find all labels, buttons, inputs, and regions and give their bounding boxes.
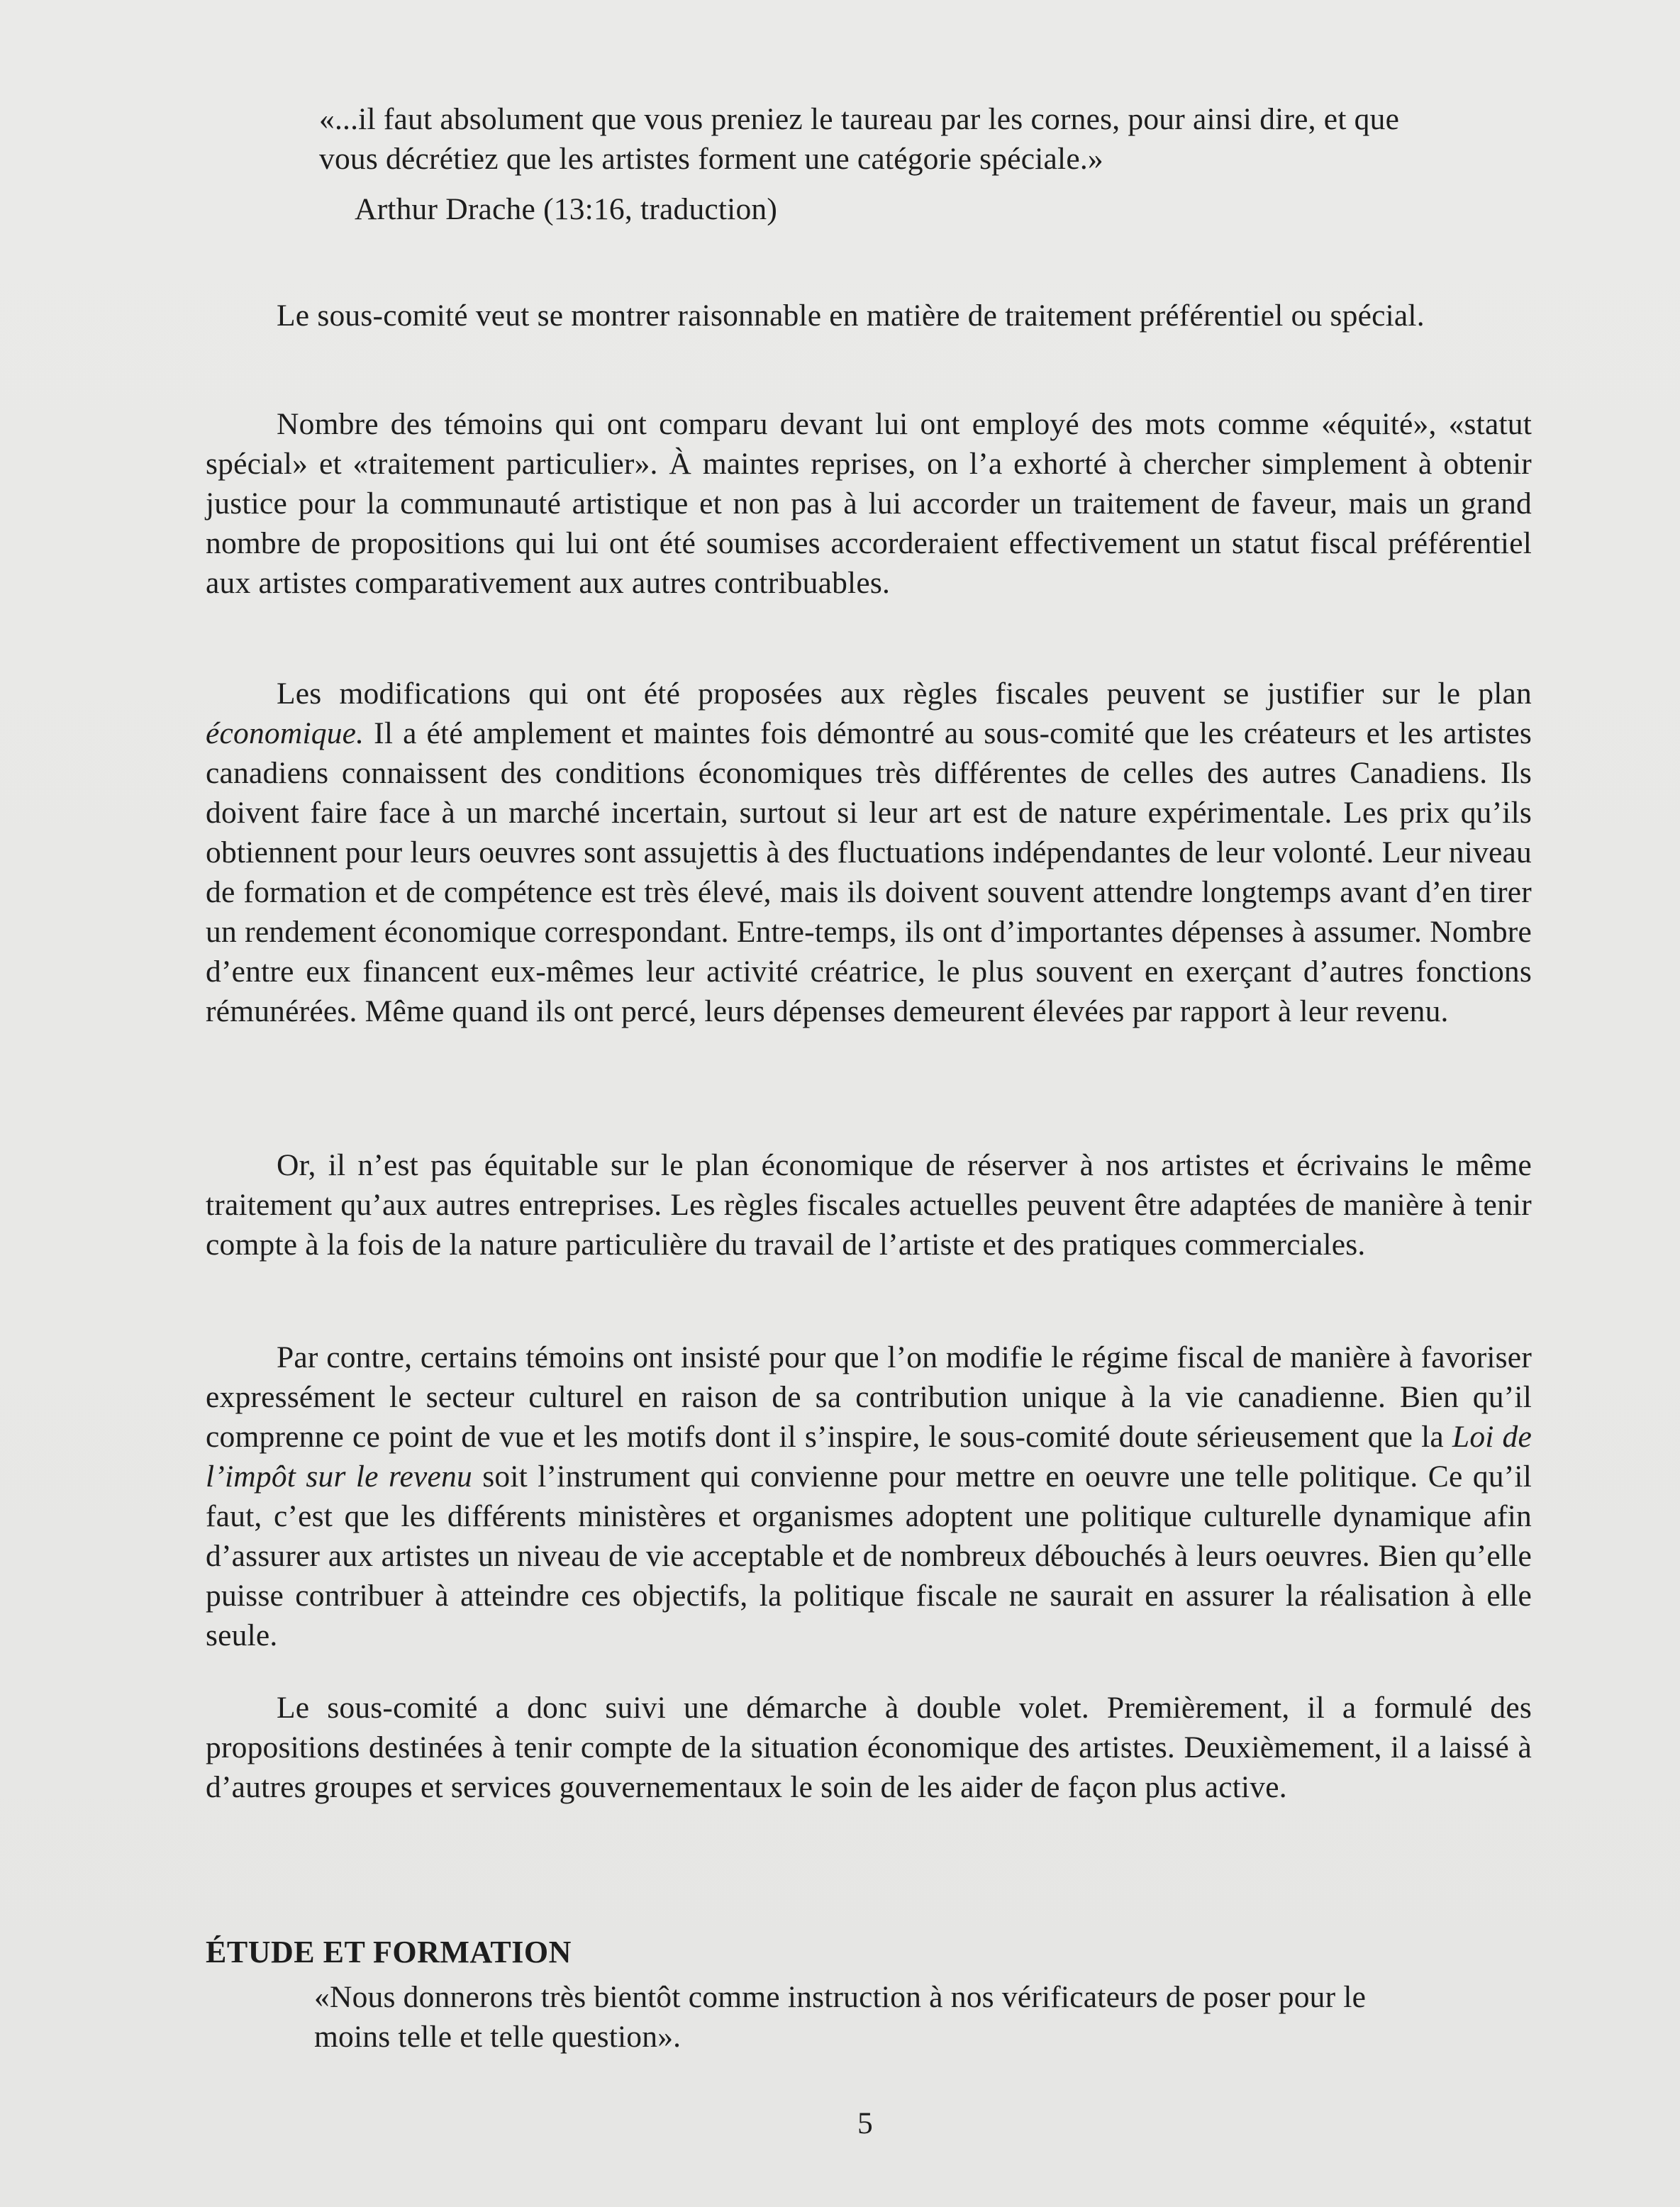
paragraph-5 xyxy=(206,1338,1532,1655)
quote-attribution: Arthur Drache (13:16, traduction) xyxy=(355,192,778,226)
paragraph-3-rest: Il a été amplement et maintes fois démontré au sous-comité que les créateurs et les artistes canadiens connaissent des conditions économiques très différentes de celles des autres Canadiens. Ils doivent faire face à un marché incertain, surtout si leur art est de nature expérimentale. Les prix qu’ils obtiennent pour leurs oeuvres sont assujettis à des fluctuations indépendantes de leur volonté. Leur niveau de formation et de compétence est très élevé, mais ils doivent souvent attendre longtemps avant d’en tirer un rendement économique correspondant. Entre-temps, ils ont d’importantes dépenses à assumer. Nombre d’entre eux financent eux-mêmes leur activité créatrice, le plus souvent en exerçant d’autres fonctions rémunérées. Même quand ils ont percé, leurs dépenses demeurent élevées par rapport à leur revenu. xyxy=(206,716,1532,1028)
paragraph-4: Or, il n’est pas équitable sur le plan économique de réserver à nos artistes et écrivains le même traitement qu’aux autres entreprises. Les règles fiscales actuelles peuvent être adaptées de manière à tenir compte à la fois de la nature particulière du travail de l’artiste et des pratiques commerciales. xyxy=(206,1147,1532,1262)
paragraph-3-lead: Les modifications qui ont été proposées aux règles fiscales peuvent se justifier sur le plan xyxy=(277,676,1532,711)
paragraph-5-rest: soit l’instrument qui convienne pour mettre en oeuvre une telle politique. Ce qu’il faut, c’est que les différents ministères et organismes adoptent une politique culturelle dynamique afin d’assurer aux artistes un niveau de vie acceptable et de nombreux débouchés à leurs oeuvres. Bien qu’elle puisse contribuer à atteindre ces objectifs, la politique fiscale ne saurait en assurer la réalisation à elle seule. xyxy=(206,1459,1532,1652)
paragraph-1: Le sous-comité veut se montrer raisonnable en matière de traitement préférentiel ou spécial. xyxy=(277,298,1425,333)
paragraph-6: Le sous-comité a donc suivi une démarche à double volet. Premièrement, il a formulé des propositions destinées à tenir compte de la situation économique des artistes. Deuxièmement, il a laissé à d’autres groupes et services gouvernementaux le soin de les aider de façon plus active. xyxy=(206,1690,1532,1804)
paragraph-3-italic: économique. xyxy=(206,716,365,750)
paragraph-2: Nombre des témoins qui ont comparu devant lui ont employé des mots comme «équité», «statut spécial» et «traitement particulier». À maintes reprises, on l’a exhorté à chercher simplement à obtenir justice pour la communauté artistique et non pas à lui accorder un traitement de faveur, mais un grand nombre de propositions qui lui ont été soumises accorderaient effectivement un statut fiscal préférentiel aux artistes comparativement aux autres contribuables. xyxy=(206,406,1532,600)
opening-quote: «...il faut absolument que vous preniez le taureau par les cornes, pour ainsi dire, et que vous décrétiez que les artistes forment une catégorie spéciale.» xyxy=(319,102,1400,176)
paragraph-5-lead: Par contre, certains témoins ont insisté pour que l’on modifie le régime fiscal de manière à favoriser expressément le secteur culturel en raison de sa contribution unique à la vie canadienne. Bien qu’il comprenne ce point de vue et les motifs dont il s’inspire, le sous-comité doute sérieusement que la xyxy=(206,1340,1532,1454)
closing-quote: «Nous donnerons très bientôt comme instruction à nos vérificateurs de poser pour le moins telle et telle question». xyxy=(314,1980,1367,2054)
page-number: 5 xyxy=(857,2106,873,2140)
section-heading: ÉTUDE ET FORMATION xyxy=(206,1934,572,1969)
paragraph-3 xyxy=(206,674,1532,1031)
paragraph-5-italic: Loi de l’impôt sur le revenu xyxy=(206,1419,1532,1494)
